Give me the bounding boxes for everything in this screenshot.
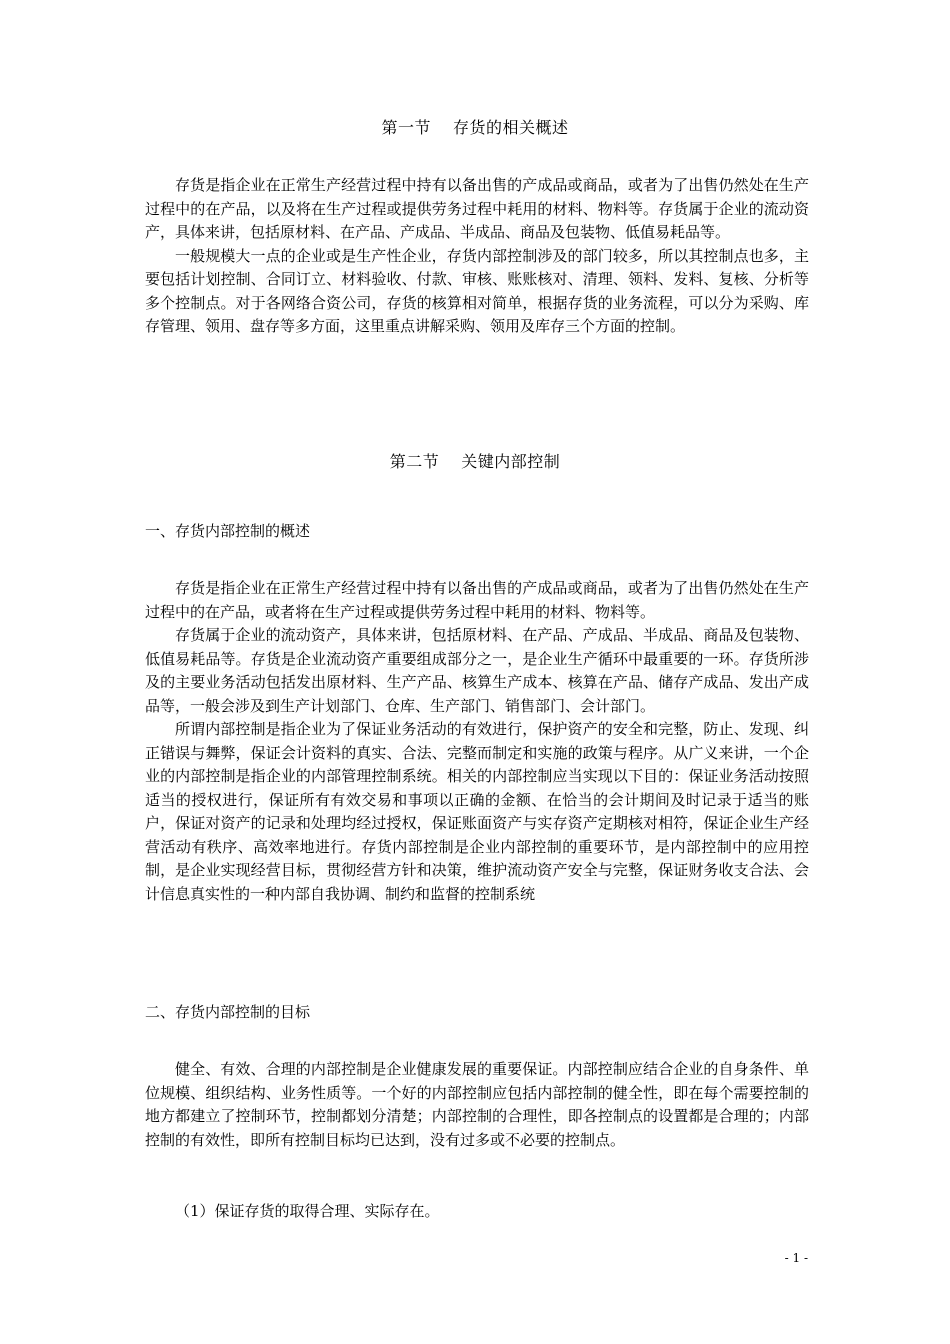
subsection-1-paragraph-3: 所谓内部控制是指企业为了保证业务活动的有效进行，保护资产的安全和完整，防止、发现、纠正错误与舞弊，保证会计资料的真实、合法、完整而制定和实施的政策与程序。从广义来讲，一个企业的内部控制是指企业的内部管理控制系统。相关的内部控制应当实现以下目的：保证业务活动按照适当的授权进行，保证所有有效交易和事项以正确的金额、在恰当的会计期间及时记录于适当的账户，保证对资产的记录和处理均经过授权，保证账面资产与实存资产定期核对相符，保证企业生产经营活动有秩序、高效率地进行。存货内部控制是企业内部控制的重要环节，是内部控制中的应用控制，是企业实现经营目标，贯彻经营方针和决策，维护流动资产安全与完整，保证财务收支合法、会计信息真实性的一种内部自我协调、制约和监督的控制系统 — [145, 720, 809, 903]
subsection-1-paragraph-1: 存货是指企业在正常生产经营过程中持有以备出售的产成品或商品，或者为了出售仍然处在生产过程中的在产品，或者将在生产过程或提供劳务过程中耗用的材料、物料等。 — [145, 579, 809, 621]
section-2-title-text: 关键内部控制 — [461, 452, 561, 471]
subsection-2-item-1: （1）保证存货的取得合理、实际存在。 — [175, 1202, 440, 1220]
section-2-title — [0, 450, 950, 474]
section-1-paragraph-1: 存货是指企业在正常生产经营过程中持有以备出售的产成品或商品，或者为了出售仍然处在生产过程中的在产品，以及将在生产过程或提供劳务过程中耗用的材料、物料等。存货属于企业的流动资产，具体来讲，包括原材料、在产品、产成品、半成品、商品及包装物、低值易耗品等。 — [145, 176, 809, 241]
subsection-2-body — [145, 1058, 809, 1152]
section-1-paragraph-2: 一般规模大一点的企业或是生产性企业，存货内部控制涉及的部门较多，所以其控制点也多，主要包括计划控制、合同订立、材料验收、付款、审核、账账核对、清理、领料、发料、复核、分析等多个控制点。对于各网络合资公司，存货的核算相对简单，根据存货的业务流程，可以分为采购、库存管理、领用、盘存等多方面，这里重点讲解采购、领用及库存三个方面的控制。 — [145, 246, 809, 335]
section-1-title-text: 存货的相关概述 — [453, 118, 569, 137]
subsection-2-paragraph-1: 健全、有效、合理的内部控制是企业健康发展的重要保证。内部控制应结合企业的自身条件、单位规模、组织结构、业务性质等。一个好的内部控制应包括内部控制的健全性，即在每个需要控制的地方都建立了控制环节，控制都划分清楚；内部控制的合理性，即各控制点的设置都是合理的；内部控制的有效性，即所有控制目标均已达到，没有过多或不必要的控制点。 — [145, 1060, 809, 1149]
section-1-body — [145, 174, 809, 339]
subsection-1-heading: 一、存货内部控制的概述 — [145, 522, 311, 540]
subsection-1-paragraph-2: 存货属于企业的流动资产，具体来讲，包括原材料、在产品、产成品、半成品、商品及包装物、低值易耗品等。存货是企业流动资产重要组成部分之一，是企业生产循环中最重要的一环。存货所涉及的主要业务活动包括发出原材料、生产产品、核算生产成本、核算在产品、储存产成品、发出产成品等，一般会涉及到生产计划部门、仓库、生产部门、销售部门、会计部门。 — [145, 626, 809, 715]
page-number: - 1 - — [784, 1251, 808, 1265]
subsection-1-body — [145, 577, 809, 906]
subsection-2-heading: 二、存货内部控制的目标 — [145, 1003, 311, 1021]
section-1-title — [0, 116, 950, 140]
section-2-title-prefix: 第二节 — [389, 452, 440, 471]
section-1-title-prefix: 第一节 — [381, 118, 431, 137]
